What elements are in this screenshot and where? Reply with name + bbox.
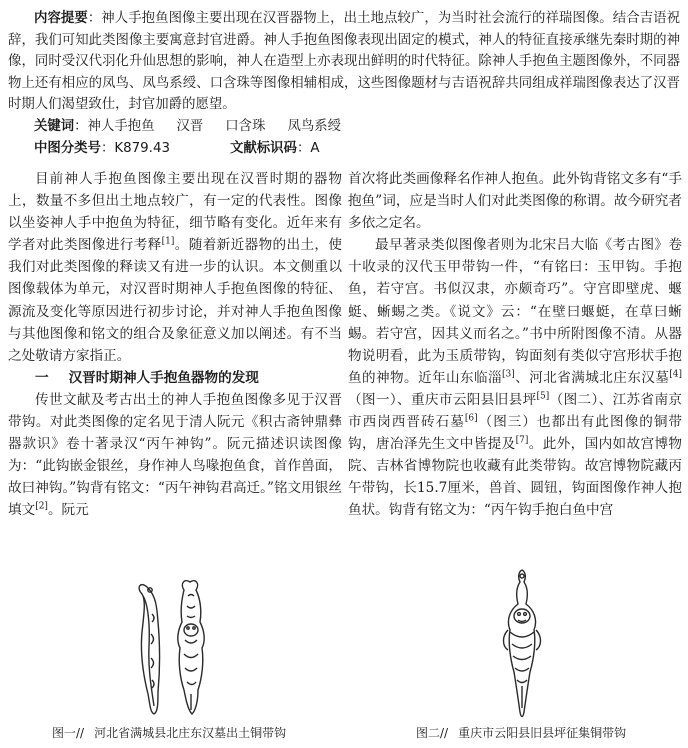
paragraph-text: 传世文献及考古出土的神人手抱鱼图像多见于汉晋带钩。对此类图像的定名见于清人阮元《积古斋钟鼎彝器款识》卷十著录汉“丙午神钩”。阮元描述识读图像为：“此钩嵌金银丝，身作神人鸟喙抱鱼食，首作兽面，故曰神钩。”钩背有铭文：“丙午神钩君高迁。”铭文用银丝填文 bbox=[8, 391, 342, 519]
figure-1-caption bbox=[52, 724, 286, 741]
keywords-row bbox=[8, 116, 680, 138]
classification-row bbox=[8, 138, 680, 160]
keyword-item: 凤鸟系绶 bbox=[287, 118, 342, 134]
figure-caption-text: 重庆市云阳县旧县坪征集铜带钩 bbox=[458, 726, 627, 740]
paragraph-text: 。随着新近器物的出土，使我们对此类图像的释读又有进一步的认识。本文侧重以图像载体为单元，对汉晋时期神人手抱鱼图像的特征、源流及变化等原因进行初步讨论，并对神人手抱鱼图像与其他图像和铭文的组合及象征意义加以阐述。有不当之处敬请方家指正。 bbox=[8, 237, 342, 364]
abstract-label: 内容提要 bbox=[34, 11, 88, 26]
body-column-left bbox=[8, 168, 342, 522]
paragraph-text: 。阮元 bbox=[47, 502, 89, 519]
keyword-item: ：神人手抱鱼 bbox=[74, 118, 155, 134]
figure-1-belt-hook-drawing bbox=[130, 574, 220, 720]
paragraph-text: （图二）、江苏省南京市西岗西晋砖石墓 bbox=[348, 391, 682, 431]
abstract-text: ：神人手抱鱼图像主要出现在汉晋器物上，出土地点较广，为当时社会流行的祥瑞图像。结合吉语祝辞，我们可知此类图像主要寓意封官进爵。神人手抱鱼图像表现出固定的模式，神人的特征直接承继先秦时期的神像，同时受汉代羽化升仙思想的影响，神人在造型上亦表现出鲜明的时代特征。除神人手抱鱼主题图像外，不同器物上还有相应的凤鸟、凤鸟系绶、口含珠等图像相辅相成，这些图像题材与吉语祝辞共同组成祥瑞图像表达了汉晋时期人们渴望致仕，封官加爵的愿望。 bbox=[8, 11, 681, 113]
figure-number: 图二// bbox=[416, 726, 449, 740]
paragraph-text: （图三）也都出有此图像的铜带钩，唐冶泽先生文中皆提及 bbox=[348, 414, 683, 453]
paragraph-text: 最早著录类似图像者则为北宋吕大临《考古图》卷十收录的汉代玉甲带钩一件，“有铭曰：玉甲钩。手抱鱼，若守宫。书似汉隶，亦颇奇巧”。守宫即壁虎、蝘蜓、蜥蜴之类。《说文》云：“在壁曰蝘蜓，在草曰蜥蜴。若守宫，因其义而名之。”书中所附图像不清。从器物说明看，此为玉质带钩，钩面刻有类似守宫形状手抱鱼的神物。近年山东临淄 bbox=[348, 237, 682, 386]
section-number: 一 bbox=[35, 369, 49, 386]
reference-mark[interactable]: [2] bbox=[35, 501, 48, 512]
reference-mark[interactable]: [3] bbox=[502, 369, 515, 380]
paragraph-text: （图一）、重庆市云阳县旧县坪 bbox=[348, 391, 537, 408]
body-paragraph bbox=[8, 389, 342, 522]
abstract-block bbox=[8, 8, 680, 159]
figure-2-caption bbox=[416, 724, 626, 741]
abstract-paragraph bbox=[8, 8, 680, 116]
reference-mark[interactable]: [6] bbox=[464, 413, 478, 424]
reference-mark[interactable]: [4] bbox=[669, 369, 683, 380]
figure-number: 图一// bbox=[52, 726, 85, 740]
section-title: 汉晋时期神人手抱鱼器物的发现 bbox=[68, 369, 259, 386]
doc-code-label: 文献标识码 bbox=[230, 140, 297, 156]
clc-label: 中图分类号 bbox=[34, 140, 101, 156]
body-paragraph bbox=[348, 234, 682, 521]
body-paragraph bbox=[8, 168, 342, 367]
reference-mark[interactable]: [1] bbox=[161, 236, 175, 247]
paragraph-text: 首次将此类画像释名作神人抱鱼。此外钩背铭文多有“手抱鱼”词，应是当时人们对此类图像的称谓。故今研究者多依之定名。 bbox=[348, 171, 682, 232]
reference-mark[interactable]: [5] bbox=[536, 391, 550, 402]
doc-code-value: ：A bbox=[296, 140, 320, 156]
body-paragraph bbox=[348, 168, 682, 234]
clc-value: ：K879.43 bbox=[100, 140, 170, 156]
keyword-item: 汉晋 bbox=[176, 118, 204, 134]
paragraph-text: 目前神人手抱鱼图像主要出现在汉晋时期的器物上，数量不多但出土地点较广，有一定的代表性。图像以坐姿神人手中抱鱼为特征，细节略有变化。近年来有学者对此类图像进行考释 bbox=[8, 171, 342, 254]
reference-mark[interactable]: [7] bbox=[515, 435, 529, 446]
body-column-right bbox=[348, 168, 682, 522]
keywords-label: 关键词 bbox=[34, 118, 75, 134]
paragraph-text: 、河北省满城北庄东汉墓 bbox=[514, 369, 670, 386]
paragraph-text: 。此外，国内如故宫博物院、吉林省博物院也收藏有此类带钩。故宫博物院藏丙午带钩，长15.7厘米，兽首、圆钮，钩面图像作神人抱鱼状。钩背有铭文为：“丙午钩手抱白鱼中宫 bbox=[348, 436, 683, 519]
figure-2-belt-hook-drawing bbox=[496, 566, 548, 724]
figure-caption-text: 河北省满城县北庄东汉墓出土铜带钩 bbox=[94, 726, 287, 740]
keyword-item: 口含珠 bbox=[225, 118, 266, 134]
section-heading bbox=[8, 367, 342, 389]
